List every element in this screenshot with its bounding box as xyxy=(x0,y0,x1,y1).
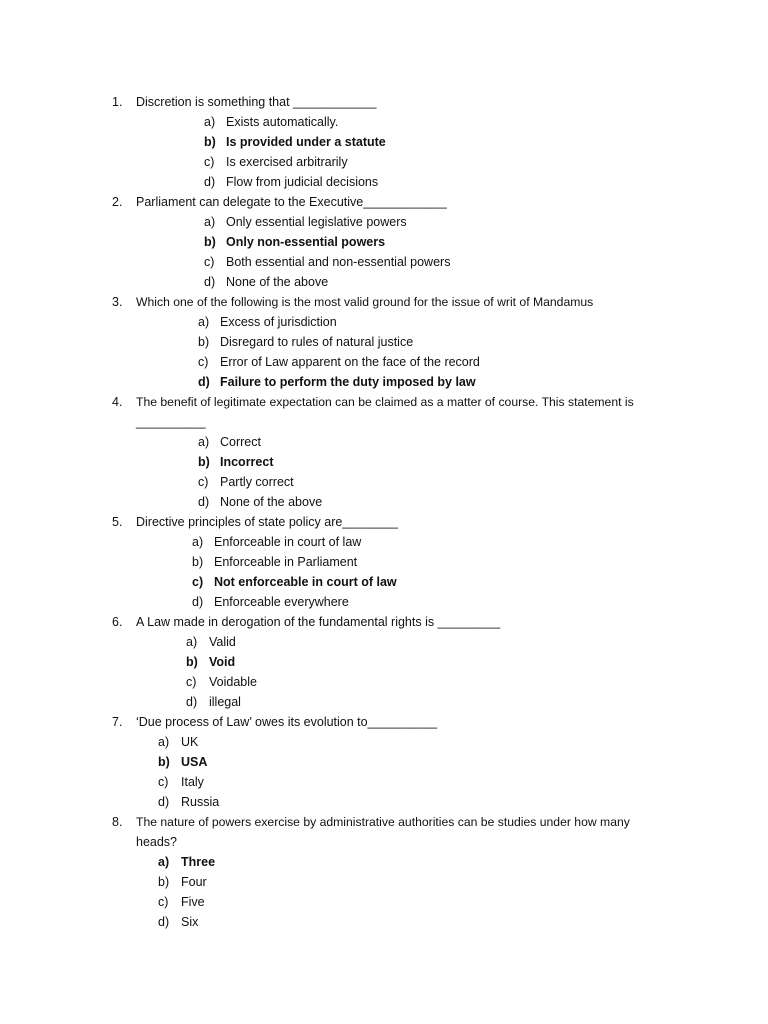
option-text: Valid xyxy=(209,635,236,649)
option-label: d) xyxy=(158,795,170,809)
question-number: 8. xyxy=(112,815,123,829)
option-label: a) xyxy=(186,635,198,649)
option-text: None of the above xyxy=(220,495,323,509)
option-text: Disregard to rules of natural justice xyxy=(220,335,414,349)
option-label: a) xyxy=(204,215,216,229)
option-label: c) xyxy=(204,255,215,269)
option-label: a) xyxy=(204,115,216,129)
option-text: Five xyxy=(181,895,205,909)
option-text: Enforceable in Parliament xyxy=(214,555,358,569)
option-text: Exists automatically. xyxy=(226,115,339,129)
option-text: Flow from judicial decisions xyxy=(226,175,379,189)
question-text-continuation: __________ xyxy=(136,415,206,429)
question-text: A Law made in derogation of the fundamental rights is _________ xyxy=(136,615,501,629)
option-label: c) xyxy=(158,775,169,789)
option-text: Enforceable everywhere xyxy=(214,595,349,609)
option-text: Incorrect xyxy=(220,455,274,469)
question-text: Directive principles of state policy are________ xyxy=(136,515,398,529)
question-text: Discretion is something that ____________ xyxy=(136,95,377,109)
option-text: Both essential and non-essential powers xyxy=(226,255,451,269)
option-label: b) xyxy=(198,455,210,469)
option-label: d) xyxy=(198,495,210,509)
option-label: d) xyxy=(198,375,210,389)
option-text: Voidable xyxy=(209,675,257,689)
option-text: Only essential legislative powers xyxy=(226,215,407,229)
option-label: d) xyxy=(186,695,198,709)
option-label: b) xyxy=(186,655,198,669)
option-text: Russia xyxy=(181,795,220,809)
option-label: d) xyxy=(204,175,216,189)
option-text: Enforceable in court of law xyxy=(214,535,362,549)
option-text: Not enforceable in court of law xyxy=(214,575,397,589)
option-label: c) xyxy=(198,355,209,369)
question-text: The benefit of legitimate expectation can be claimed as a matter of course. This statement is xyxy=(136,395,634,409)
question-text: Which one of the following is the most valid ground for the issue of writ of Mandamus xyxy=(136,295,594,309)
option-label: b) xyxy=(204,235,216,249)
question-number: 5. xyxy=(112,515,123,529)
option-label: c) xyxy=(186,675,197,689)
option-label: b) xyxy=(204,135,216,149)
option-text: Correct xyxy=(220,435,261,449)
option-text: Four xyxy=(181,875,207,889)
option-text: Is provided under a statute xyxy=(226,135,386,149)
question-text: ‘Due process of Law’ owes its evolution to__________ xyxy=(136,715,438,729)
option-text: Error of Law apparent on the face of the record xyxy=(220,355,480,369)
option-label: b) xyxy=(198,335,210,349)
option-label: c) xyxy=(192,575,204,589)
question-number: 2. xyxy=(112,195,123,209)
option-label: d) xyxy=(192,595,204,609)
option-label: a) xyxy=(192,535,204,549)
option-label: c) xyxy=(158,895,169,909)
option-label: b) xyxy=(192,555,204,569)
option-text: None of the above xyxy=(226,275,329,289)
option-label: d) xyxy=(204,275,216,289)
option-text: Failure to perform the duty imposed by law xyxy=(220,375,476,389)
question-number: 4. xyxy=(112,395,123,409)
option-text: Three xyxy=(181,855,216,869)
option-label: a) xyxy=(158,735,170,749)
option-label: b) xyxy=(158,755,170,769)
question-text: The nature of powers exercise by administrative authorities can be studies under how many xyxy=(136,815,630,829)
option-text: Partly correct xyxy=(220,475,294,489)
option-text: Void xyxy=(209,655,236,669)
option-text: illegal xyxy=(209,695,241,709)
question-number: 7. xyxy=(112,715,123,729)
option-text: Excess of jurisdiction xyxy=(220,315,337,329)
question-number: 1. xyxy=(112,95,123,109)
option-text: Only non-essential powers xyxy=(226,235,386,249)
option-label: c) xyxy=(198,475,209,489)
question-text-continuation: heads? xyxy=(136,835,178,849)
option-text: Italy xyxy=(181,775,204,789)
question-text: Parliament can delegate to the Executive____________ xyxy=(136,195,447,209)
option-label: c) xyxy=(204,155,215,169)
option-label: b) xyxy=(158,875,170,889)
option-text: Six xyxy=(181,915,199,929)
option-label: a) xyxy=(198,435,210,449)
option-label: a) xyxy=(158,855,170,869)
question-number: 3. xyxy=(112,295,123,309)
option-label: d) xyxy=(158,915,170,929)
question-number: 6. xyxy=(112,615,123,629)
option-label: a) xyxy=(198,315,210,329)
option-text: USA xyxy=(181,755,208,769)
option-text: Is exercised arbitrarily xyxy=(226,155,348,169)
option-text: UK xyxy=(181,735,199,749)
